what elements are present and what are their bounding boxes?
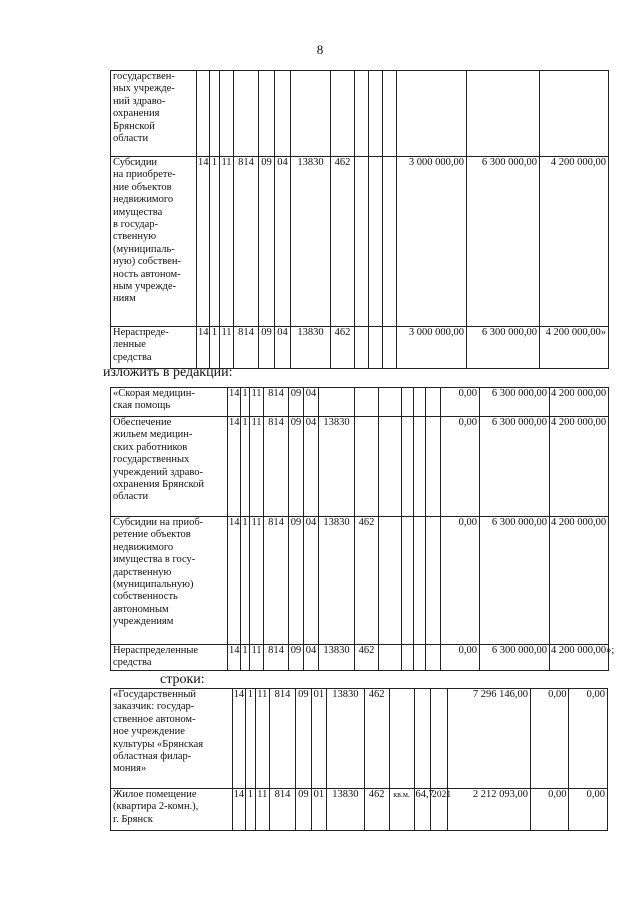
row-name-cell: государствен- ных учрежде- ний здраво- охранения Брянской области [111, 71, 197, 157]
row-value-cell [355, 71, 369, 157]
row-value-cell: 1 [246, 689, 255, 789]
row-value-cell: 814 [234, 157, 259, 327]
table-row [111, 71, 609, 157]
row-value-cell: 0,00 [530, 789, 568, 831]
row-value-cell: 09 [296, 689, 312, 789]
row-value-cell: 14 [232, 789, 246, 831]
row-value-cell [379, 417, 402, 517]
row-value-cell [426, 388, 441, 417]
row-value-cell: 0,00 [441, 517, 480, 645]
row-value-cell [467, 71, 540, 157]
row-value-cell: 6 300 000,00 [480, 645, 550, 671]
row-value-cell: 04 [275, 327, 291, 369]
row-value-cell: 4 200 000,00 [550, 517, 609, 645]
table-row [111, 689, 608, 789]
row-value-cell: 1 [210, 157, 220, 327]
row-value-cell: 3 000 000,00 [397, 327, 467, 369]
row-value-cell: 0,00 [441, 417, 480, 517]
table-row [111, 417, 609, 517]
row-value-cell: 14 [228, 645, 241, 671]
row-value-cell [355, 388, 379, 417]
row-value-cell [331, 71, 355, 157]
row-value-cell: 462 [331, 327, 355, 369]
row-value-cell: 4 200 000,00 [540, 157, 609, 327]
row-value-cell [210, 71, 220, 157]
row-value-cell: 13830 [319, 645, 355, 671]
row-value-cell: 0,00 [530, 689, 568, 789]
row-value-cell: 462 [355, 645, 379, 671]
row-value-cell: 11 [250, 388, 264, 417]
row-value-cell: 6 300 000,00 [467, 157, 540, 327]
row-value-cell: 13830 [319, 517, 355, 645]
row-value-cell: 4 200 000,00 [550, 417, 609, 517]
row-value-cell: 814 [270, 689, 296, 789]
row-value-cell [220, 71, 234, 157]
row-value-cell [319, 388, 355, 417]
row-value-cell: 01 [311, 789, 327, 831]
row-name-cell: Нераспределенные средства [111, 645, 228, 671]
row-value-cell: 462 [355, 517, 379, 645]
row-value-cell: 09 [289, 417, 304, 517]
row-value-cell [383, 327, 397, 369]
row-value-cell: 0,00 [569, 689, 608, 789]
row-value-cell [431, 689, 448, 789]
row-value-cell [369, 71, 383, 157]
row-value-cell: 11 [250, 417, 264, 517]
table-row [111, 388, 609, 417]
section3-body [111, 689, 608, 831]
row-value-cell [379, 517, 402, 645]
section2-body [111, 388, 615, 671]
row-value-cell: 09 [259, 157, 275, 327]
row-name-cell: «Государственный заказчик: государ- ственное автоном- ное учреждение культуры «Брянская областная филар- мония» [111, 689, 233, 789]
row-value-cell: 14 [197, 157, 210, 327]
row-name-cell: Субсидии на приоб- ретение объектов недвижимого имущества в госу- дарственную (муниципальную) собственность автономным учреждениям [111, 517, 228, 645]
row-value-cell: 2 212 093,00 [447, 789, 530, 831]
row-value-cell: кв.м. [389, 789, 414, 831]
row-value-cell [397, 71, 467, 157]
row-value-cell: 11 [220, 157, 234, 327]
row-value-cell: 04 [304, 517, 319, 645]
row-value-cell: 814 [264, 645, 289, 671]
row-name-cell: Субсидии на приобрете- ние объектов недвижимого имущества в государ- ственную (муниципаль- ную) собствен- ность автоном- ным учрежде- ниям [111, 157, 197, 327]
edit-instruction: изложить в редакции: [103, 365, 233, 380]
table-row [111, 157, 609, 327]
row-value-cell: 6 300 000,00 [467, 327, 540, 369]
row-value-cell: 14 [228, 517, 241, 645]
row-value-cell: 14 [228, 417, 241, 517]
row-value-cell [355, 157, 369, 327]
row-value-cell: 1 [241, 645, 250, 671]
row-value-cell [402, 388, 414, 417]
row-value-cell: 462 [364, 789, 389, 831]
table-row [111, 327, 609, 369]
row-value-cell [355, 417, 379, 517]
row-value-cell: 09 [289, 388, 304, 417]
row-value-cell: 0,00 [441, 388, 480, 417]
row-value-cell [414, 417, 426, 517]
row-value-cell: 04 [304, 388, 319, 417]
row-value-cell: 4 200 000,00» [540, 327, 609, 369]
row-value-cell [379, 388, 402, 417]
row-value-cell: 11 [250, 645, 264, 671]
row-value-cell: 2021 [431, 789, 448, 831]
row-value-cell [369, 157, 383, 327]
row-value-cell [414, 645, 426, 671]
row-value-cell [414, 517, 426, 645]
row-value-cell: 04 [304, 645, 319, 671]
row-value-cell: 4 200 000,00»; [550, 645, 609, 671]
row-value-cell: 1 [241, 517, 250, 645]
row-value-cell: 814 [264, 517, 289, 645]
row-value-cell: 6 300 000,00 [480, 417, 550, 517]
row-value-cell: 1 [210, 327, 220, 369]
row-value-cell [291, 71, 331, 157]
row-name-cell: Жилое помещение (квартира 2-комн.), г. Брянск [111, 789, 233, 831]
row-value-cell: 1 [246, 789, 255, 831]
row-value-cell: 0,00 [441, 645, 480, 671]
row-value-cell: 09 [296, 789, 312, 831]
budget-table-new [110, 387, 615, 671]
row-value-cell: 4 200 000,00 [550, 388, 609, 417]
row-value-cell [389, 689, 414, 789]
budget-table-rows [110, 688, 608, 831]
row-value-cell: 1 [241, 388, 250, 417]
row-value-cell: 11 [250, 517, 264, 645]
row-value-cell [275, 71, 291, 157]
row-value-cell: 814 [264, 388, 289, 417]
row-value-cell [402, 517, 414, 645]
row-value-cell [383, 157, 397, 327]
row-name-cell: Нераспреде- ленные средства [111, 327, 197, 369]
row-value-cell: 814 [234, 327, 259, 369]
row-value-cell [426, 645, 441, 671]
row-value-cell: 14 [197, 327, 210, 369]
row-value-cell: 13830 [327, 789, 364, 831]
row-value-cell: 14 [232, 689, 246, 789]
row-value-cell: 13830 [319, 417, 355, 517]
row-name-cell: Обеспечение жильем медицин- ских работников государственных учреждений здраво- охранения Брянской области [111, 417, 228, 517]
row-value-cell: 09 [289, 645, 304, 671]
row-value-cell: 3 000 000,00 [397, 157, 467, 327]
row-value-cell: 09 [259, 327, 275, 369]
row-value-cell: 11 [220, 327, 234, 369]
row-value-cell: 462 [331, 157, 355, 327]
section1-body [111, 71, 609, 369]
budget-table-old [110, 70, 609, 369]
row-value-cell: 13830 [327, 689, 364, 789]
row-value-cell: 04 [275, 157, 291, 327]
row-value-cell [369, 327, 383, 369]
row-value-cell: 13830 [291, 327, 331, 369]
row-value-cell [402, 645, 414, 671]
row-value-cell: 6 300 000,00 [480, 517, 550, 645]
row-value-cell: 1 [241, 417, 250, 517]
row-value-cell [234, 71, 259, 157]
page-number: 8 [316, 42, 324, 57]
row-value-cell [414, 689, 431, 789]
row-value-cell [426, 417, 441, 517]
row-value-cell: 462 [364, 689, 389, 789]
table-row [111, 789, 608, 831]
row-value-cell: 6 300 000,00 [480, 388, 550, 417]
row-value-cell: 09 [289, 517, 304, 645]
row-value-cell: 04 [304, 417, 319, 517]
row-value-cell: 7 296 146,00 [447, 689, 530, 789]
row-value-cell: 11 [255, 689, 270, 789]
rows-caption: строки: [160, 672, 205, 687]
row-value-cell [540, 71, 609, 157]
row-value-cell [259, 71, 275, 157]
row-value-cell [414, 388, 426, 417]
table-row [111, 517, 609, 645]
row-value-cell [426, 517, 441, 645]
row-value-cell: 01 [311, 689, 327, 789]
row-value-cell: 814 [270, 789, 296, 831]
row-value-cell: 64,7 [414, 789, 431, 831]
row-value-cell: 0,00 [569, 789, 608, 831]
table-row [111, 645, 609, 671]
row-value-cell: 11 [255, 789, 270, 831]
row-name-cell: «Скорая медицин- ская помощь [111, 388, 228, 417]
row-value-cell [383, 71, 397, 157]
row-value-cell [402, 417, 414, 517]
row-value-cell [197, 71, 210, 157]
row-value-cell: 814 [264, 417, 289, 517]
row-value-cell: 14 [228, 388, 241, 417]
row-value-cell: 13830 [291, 157, 331, 327]
row-value-cell [355, 327, 369, 369]
row-value-cell [379, 645, 402, 671]
